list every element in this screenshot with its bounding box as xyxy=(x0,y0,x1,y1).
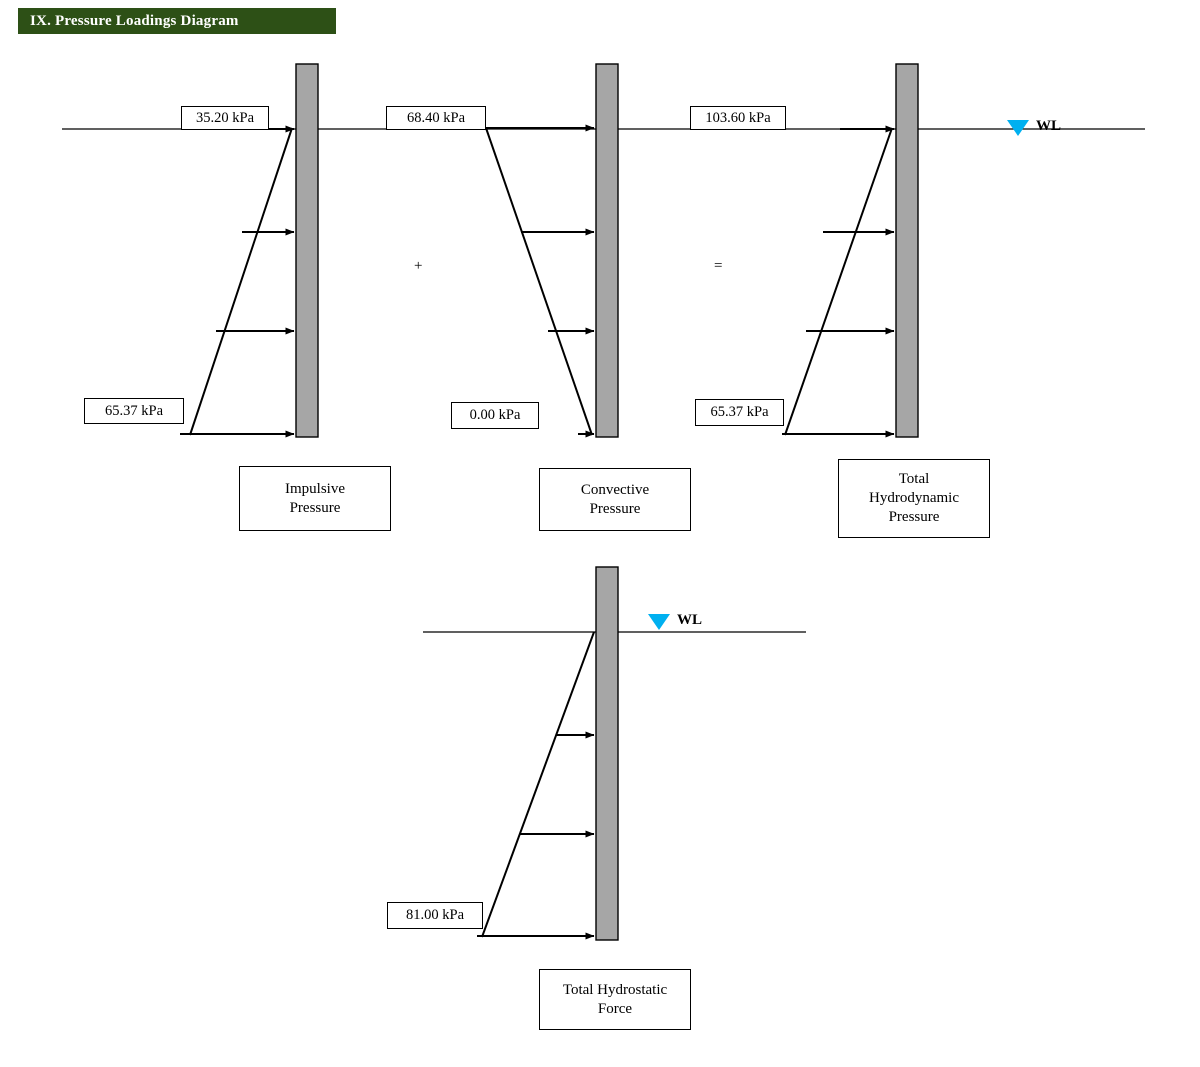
total-hydrostatic-slope xyxy=(482,632,594,937)
page-title: IX. Pressure Loadings Diagram xyxy=(18,8,336,34)
caption-line: Convective xyxy=(580,481,650,498)
caption-total-hydrostatic-force xyxy=(539,969,691,1030)
caption-line: Total xyxy=(898,471,930,488)
caption-line: Pressure xyxy=(289,499,341,516)
caption-line: Force xyxy=(597,1000,633,1017)
caption-impulsive-pressure xyxy=(239,466,391,531)
caption-line: Impulsive xyxy=(285,480,345,497)
value-label-convective-bottom: 0.00 kPa xyxy=(451,402,539,429)
wall-impulsive xyxy=(296,64,318,437)
caption-line: Pressure xyxy=(589,500,641,517)
water-level-label-top: WL xyxy=(1036,118,1062,134)
value-label-impulsive-bottom: 65.37 kPa xyxy=(84,398,184,424)
value-label-total-hydrodynamic-bottom: 65.37 kPa xyxy=(695,399,784,426)
caption-line: Hydrodynamic xyxy=(869,490,959,507)
caption-line: Pressure xyxy=(888,508,940,525)
value-label-convective-top: 68.40 kPa xyxy=(386,106,486,130)
wall-total-hydrodynamic xyxy=(896,64,918,437)
water-level-marker-top xyxy=(1007,120,1029,136)
wall-total-hydrostatic xyxy=(596,567,618,940)
operator-equals: = xyxy=(714,258,723,274)
total-hydrodynamic-slope xyxy=(785,128,892,435)
caption-convective-pressure xyxy=(539,468,691,531)
impulsive-slope xyxy=(190,128,292,435)
value-label-total-hydrodynamic-top: 103.60 kPa xyxy=(690,106,786,130)
convective-slope xyxy=(486,128,592,435)
operator-plus: + xyxy=(414,258,423,274)
value-label-impulsive-top: 35.20 kPa xyxy=(181,106,269,130)
caption-line: Total Hydrostatic xyxy=(562,981,668,998)
value-label-total-hydrostatic-bottom: 81.00 kPa xyxy=(387,902,483,929)
water-level-label-bottom: WL xyxy=(677,612,703,628)
caption-total-hydrodynamic-pressure xyxy=(838,459,990,538)
water-level-marker-bottom xyxy=(648,614,670,630)
wall-convective xyxy=(596,64,618,437)
